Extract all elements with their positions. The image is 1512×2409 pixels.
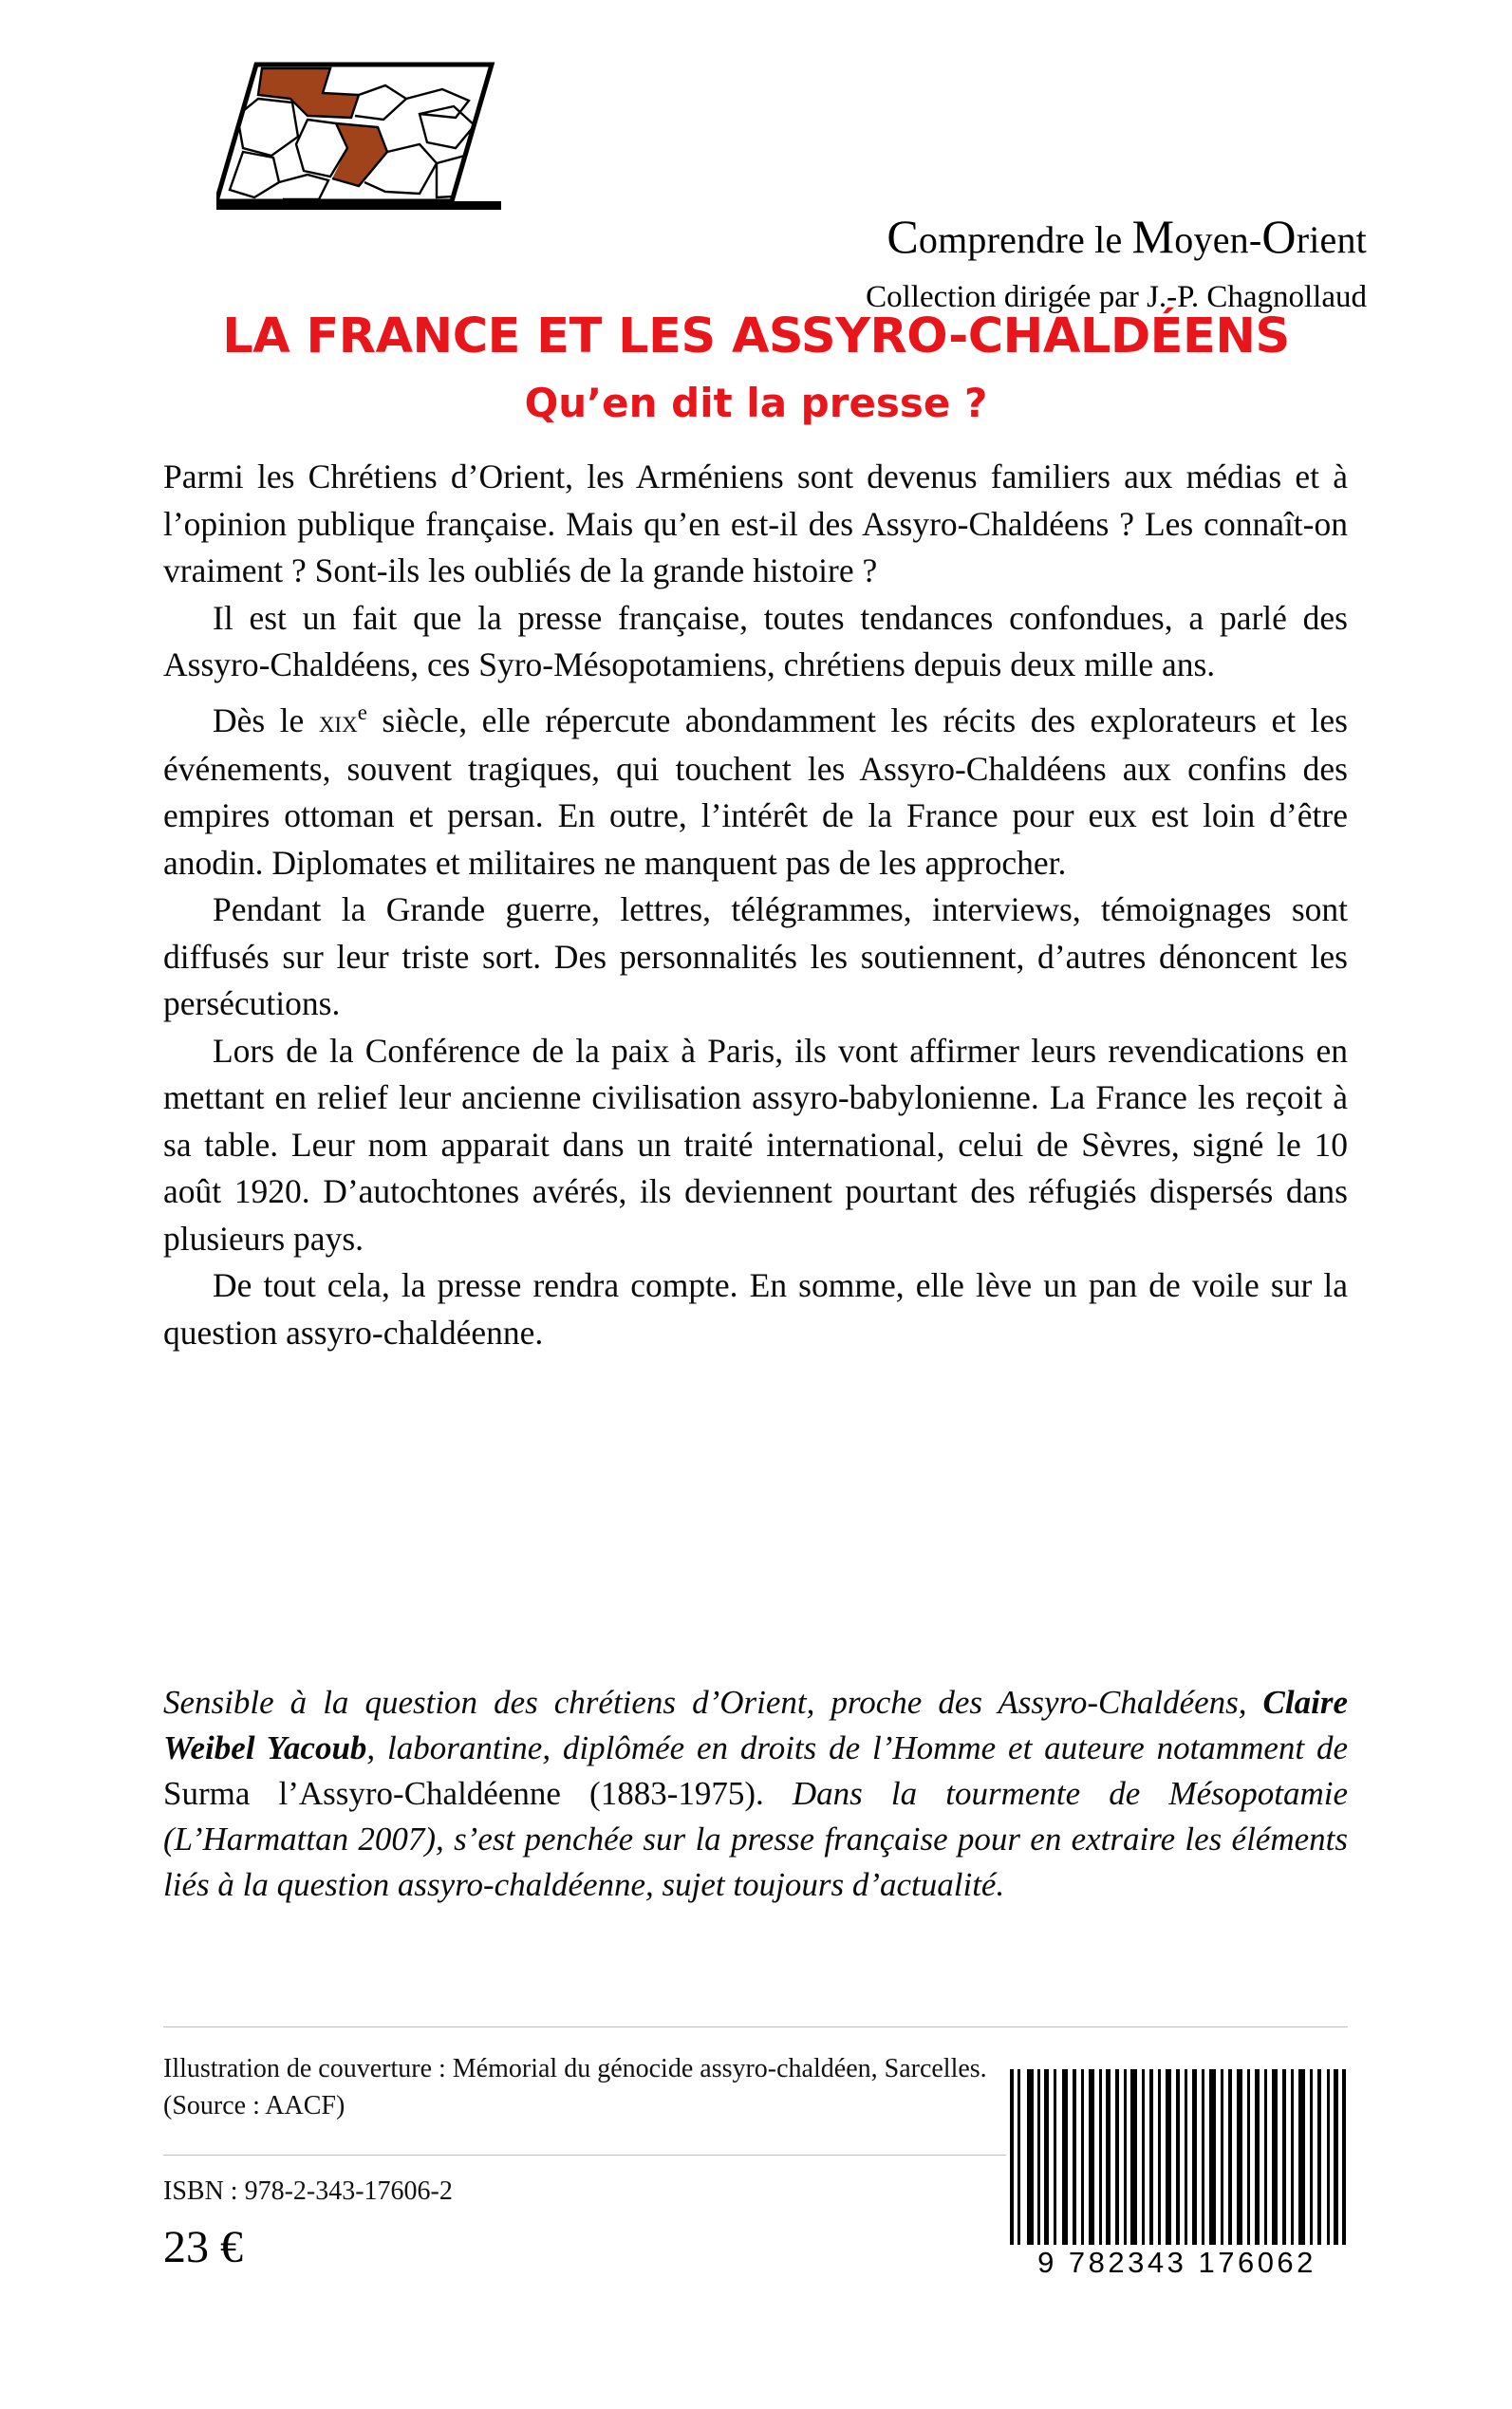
paragraph: Lors de la Conférence de la paix à Paris, ils vont affirmer leurs revendications en mettant en relief leur ancienne civilisation assyro-babylonienne. La France les reçoit à sa table. Leur nom apparait dans un traité international, celui de Sèvres, signé le 10 août 1920. D’autochtones avérés, ils deviennent pourtant des réfugiés dispersés dans plusieurs pays. (163, 1031, 1348, 1258)
paragraph: Parmi les Chrétiens d’Orient, les Arméniens sont devenus familiers aux médias et à l’opinion publique française. Mais qu’en est-il des Assyro-Chaldéens ? Les connaît-on vraiment ? Sont-ils les oubliés de la grande histoire ? (163, 458, 1348, 589)
collection-director: Collection dirigée par J.-P. Chagnollaud (866, 280, 1367, 314)
page-subtitle: Qu’en dit la presse ? (524, 380, 988, 426)
paragraph: Pendant la Grande guerre, lettres, télégrammes, interviews, témoignages sont diffusés sur leur triste sort. Des personnalités les soutiennent, d’autres dénoncent les persécutions. (163, 890, 1348, 1023)
author-name: Claire Weibel Yacoub (163, 1684, 1348, 1766)
back-cover-text (163, 454, 1348, 1356)
cover-illustration-credit: Illustration de couverture : Mémorial du génocide assyro-chaldéen, Sarcelles. (Source : AACF) (163, 2054, 987, 2120)
ean13-barcode (1006, 2069, 1348, 2297)
paragraph-xix-lead: Dès le (213, 700, 319, 739)
paragraph-xix-century: xix (318, 704, 358, 739)
isbn-text: ISBN : 978-2-343-17606-2 (163, 2176, 453, 2206)
blurb-part-2: , laborantine, diplômée en droits de l’Homme et auteure notamment de (366, 1729, 1348, 1766)
collection-header (0, 57, 1512, 314)
paragraph: De tout cela, la presse rendra compte. En somme, elle lève un pan de voile sur la question assyro-chaldéenne. (163, 1266, 1348, 1352)
price-text: 23 € (163, 2222, 243, 2272)
barcode-bars (1006, 2069, 1348, 2245)
barcode-digits: 9 782343 176062 (1037, 2246, 1316, 2279)
paragraph-xix (163, 689, 1348, 887)
page-title: LA FRANCE ET LES ASSYRO-CHALDÉENS (222, 308, 1290, 364)
paragraph: Il est un fait que la presse française, toutes tendances confondues, a parlé des Assyro-Chaldéens, ces Syro-Mésopotamiens, chrétiens depuis deux mille ans. (163, 598, 1348, 683)
paragraph-xix-rest: siècle, elle répercute abondamment les récits des explorateurs et les événements, souvent tragiques, qui touchent les Assyro-Chaldéens aux confins des empires ottoman et persan. En outre, l’intérêt de la France pour eux est loin d’être anodin. Diplomates et militaires ne manquent pas de les approcher. (163, 700, 1348, 882)
collection-series-title: Comprendre le Moyen-Orient (887, 210, 1367, 263)
blurb-work-title: Surma l’Assyro-Chaldéenne (1883-1975). (163, 1775, 793, 1812)
blurb-part-1: Sensible à la question des chrétiens d’Orient, proche des Assyro-Chaldéens, (163, 1684, 1263, 1721)
author-blurb (163, 1680, 1348, 1908)
middle-east-map-logo (216, 57, 501, 233)
paragraph-xix-ordinal: e (357, 700, 367, 724)
footer-divider-top (163, 2026, 1348, 2027)
blurb-part-3: Dans la tourmente de Mésopotamie (L’Harmattan 2007), s’est penchée sur la presse française pour en extraire les éléments liés à la question assyro-chaldéenne, sujet toujours d’actualité. (163, 1775, 1348, 1903)
